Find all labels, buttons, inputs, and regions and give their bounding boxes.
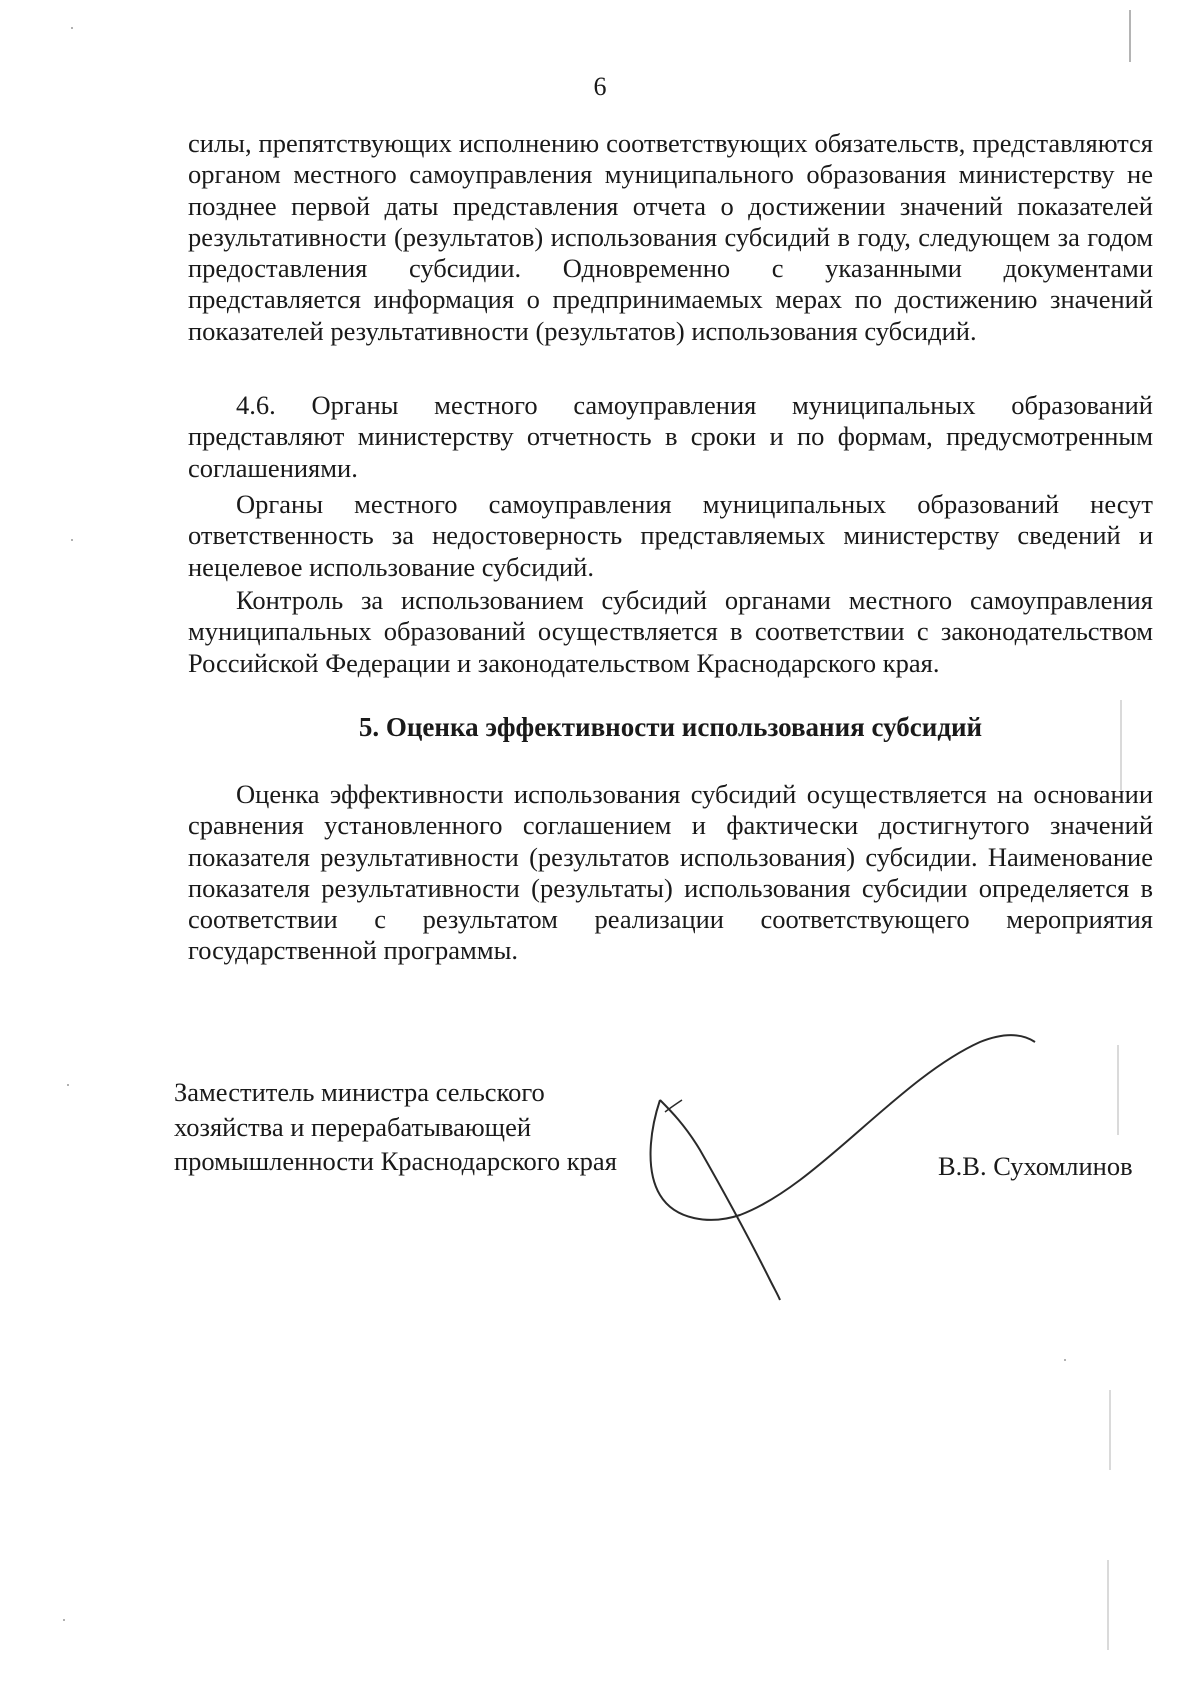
- signatory-title-line: хозяйства и перерабатывающей: [174, 1111, 532, 1142]
- signatory-title: [174, 1075, 617, 1179]
- signatory-name: В.В. Сухомлинов: [938, 1151, 1133, 1181]
- paragraph-text: 4.6. Органы местного самоуправления муниципальных образований представляют министерству отчетность в сроки и по формам, предусмотренным соглашениями.: [188, 390, 1153, 483]
- paragraph-4-6: [188, 390, 1153, 484]
- handwritten-signature: [640, 1020, 1060, 1320]
- paragraph-continuation: [188, 128, 1153, 347]
- signatory-title-line: Заместитель министра сельского: [174, 1077, 545, 1107]
- paragraph-text: Контроль за использованием субсидий органами местного самоуправления муниципальных образований осуществляется в соответствии с законодательством Российской Федерации и законодательством Краснодарского края.: [188, 585, 1153, 678]
- paragraph-control: [188, 585, 1153, 679]
- paragraph-text: Органы местного самоуправления муниципальных образований несут ответственность за недостоверность представляемых министерству сведений и нецелевое использование субсидий.: [188, 489, 1153, 582]
- paragraph-text: силы, препятствующих исполнению соответствующих обязательств, представляются органом местного самоуправления муниципального образования министерству не позднее первой даты представления отчета о достижении значений показателей результативности (результатов) использования субсидий в году, следующем за годом предоставления субсидии. Одновременно с указанными документами представляется информация о предпринимаемых мерах по достижению значений показателей результативности (результатов) использования субсидий.: [188, 128, 1153, 346]
- signatory-title-line: промышленности Краснодарского края: [174, 1146, 617, 1176]
- paragraph-text: Оценка эффективности использования субсидий осуществляется на основании сравнения установленного соглашением и фактически достигнутого значений показателя результативности (результатов использования) субсидии. Наименование показателя результативности (результаты) использования субсидии определяется в соответствии с результатом реализации соответствующего мероприятия государственной программы.: [188, 779, 1153, 966]
- paragraph-evaluation: [188, 779, 1153, 967]
- page-number: 6: [593, 72, 607, 101]
- paragraph-responsibility: [188, 489, 1153, 583]
- section-heading: 5. Оценка эффективности использования субсидий: [358, 712, 983, 742]
